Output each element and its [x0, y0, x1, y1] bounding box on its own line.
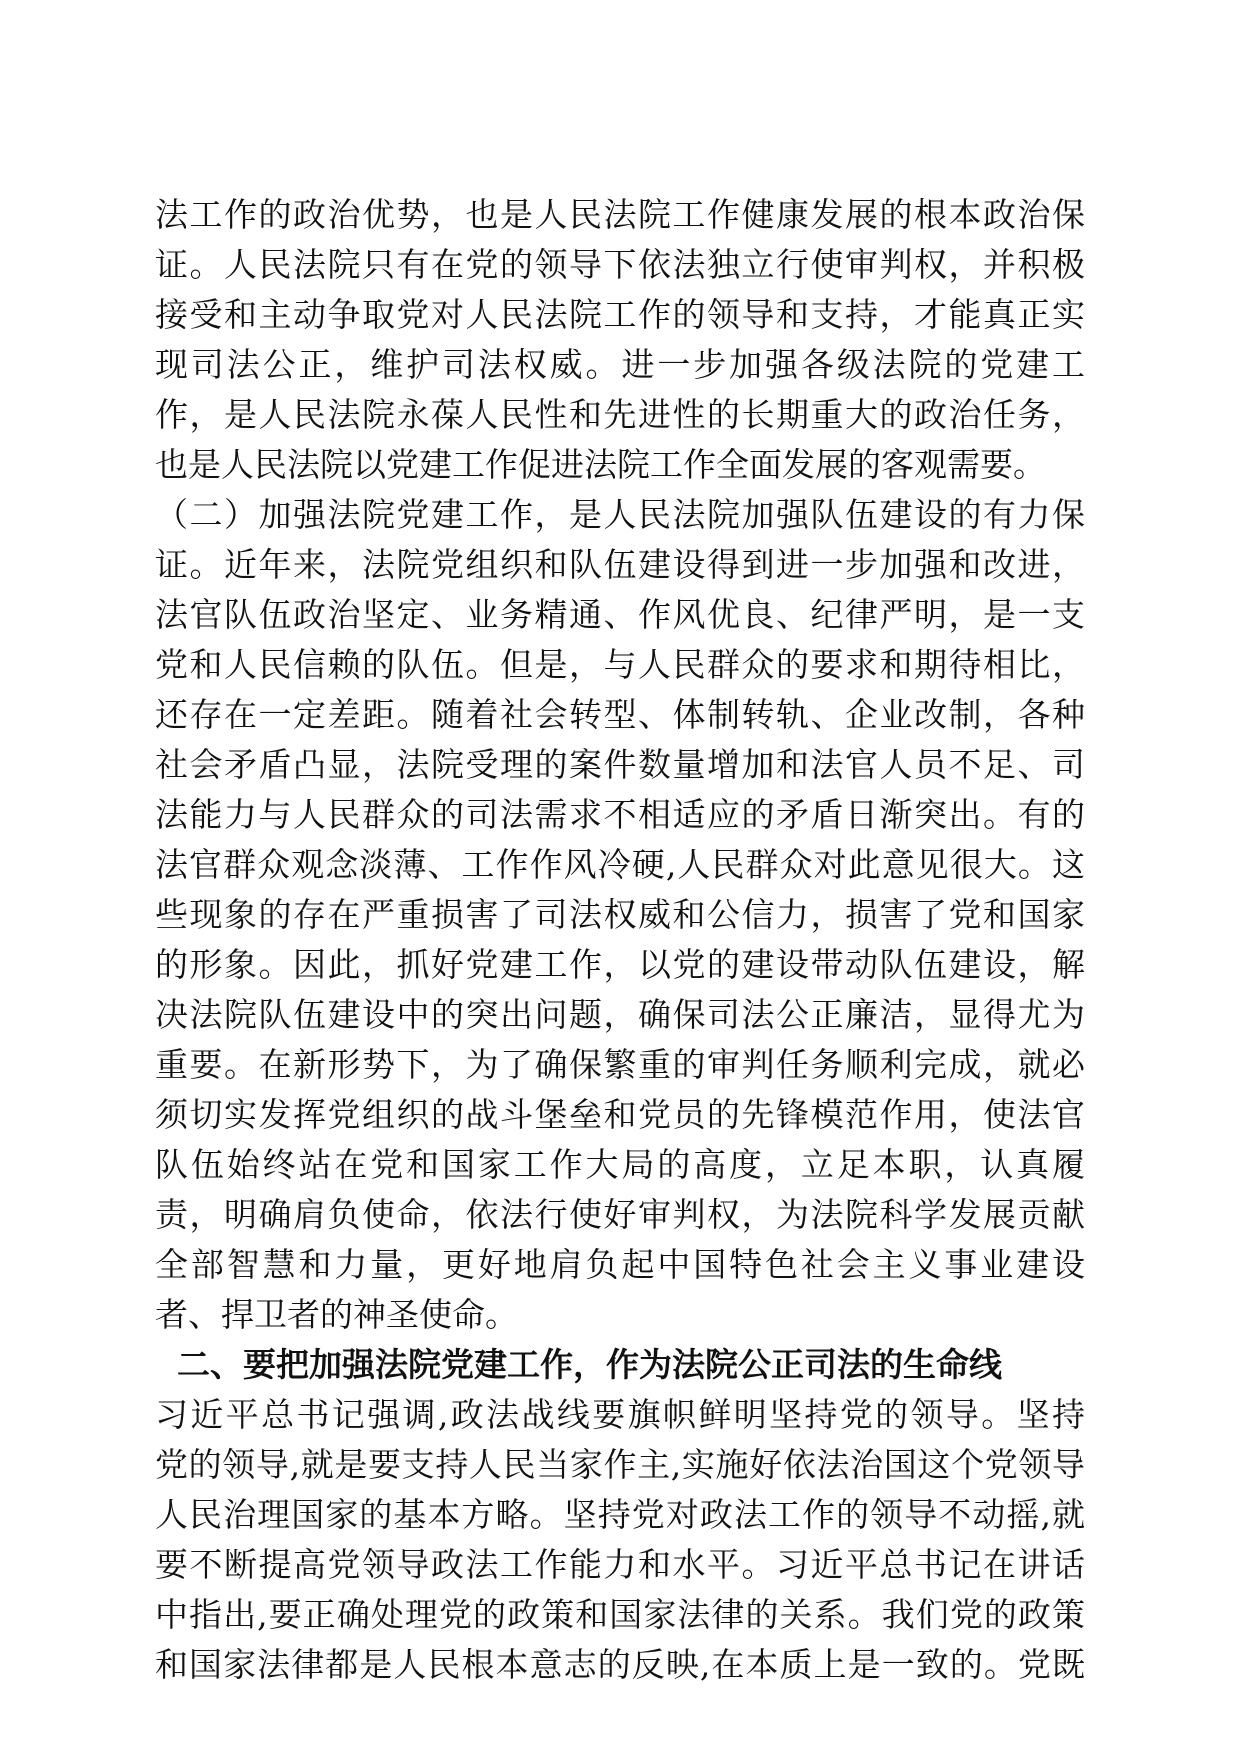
text-line: 还存在一定差距。随着社会转型、体制转轨、企业改制，各种 [155, 695, 1085, 734]
text-line: 党的领导,就是要支持人民当家作主,实施好依法治国这个党领导 [155, 1445, 1085, 1484]
text-line: 法官队伍政治坚定、业务精通、作风优良、纪律严明，是一支 [155, 595, 1085, 634]
text-line: 法工作的政治优势，也是人民法院工作健康发展的根本政治保 [155, 195, 1085, 234]
text-line: 的形象。因此，抓好党建工作，以党的建设带动队伍建设，解 [155, 945, 1085, 984]
text-line: 要不断提高党领导政法工作能力和水平。习近平总书记在讲话 [155, 1545, 1085, 1584]
text-line: 决法院队伍建设中的突出问题，确保司法公正廉洁，显得尤为 [155, 995, 1085, 1034]
text-line: 中指出,要正确处理党的政策和国家法律的关系。我们党的政策 [155, 1595, 1085, 1634]
text-line: 法能力与人民群众的司法需求不相适应的矛盾日渐突出。有的 [155, 795, 1085, 834]
text-line: 人民治理国家的基本方略。坚持党对政法工作的领导不动摇,就 [155, 1495, 1085, 1534]
text-line: 习近平总书记强调,政法战线要旗帜鲜明坚持党的领导。坚持 [155, 1395, 1085, 1434]
text-line: 证。人民法院只有在党的领导下依法独立行使审判权，并积极 [155, 245, 1085, 284]
text-line: 证。近年来，法院党组织和队伍建设得到进一步加强和改进， [155, 545, 1085, 584]
text-line: 和国家法律都是人民根本意志的反映,在本质上是一致的。党既 [155, 1645, 1085, 1684]
text-line: 重要。在新形势下，为了确保繁重的审判任务顺利完成，就必 [155, 1045, 1085, 1084]
text-line: 全部智慧和力量，更好地肩负起中国特色社会主义事业建设 [155, 1245, 1085, 1284]
text-line: 队伍始终站在党和国家工作大局的高度，立足本职，认真履 [155, 1145, 1085, 1184]
text-line: 须切实发挥党组织的战斗堡垒和党员的先锋模范作用，使法官 [155, 1095, 1085, 1134]
text-line: 责，明确肩负使命，依法行使好审判权，为法院科学发展贡献 [155, 1195, 1085, 1234]
text-line: 法官群众观念淡薄、工作作风冷硬,人民群众对此意见很大。这 [155, 845, 1085, 884]
paragraph-3 [155, 1390, 1085, 1690]
text-line: 也是人民法院以党建工作促进法院工作全面发展的客观需要。 [155, 445, 1046, 484]
text-line: （二）加强法院党建工作，是人民法院加强队伍建设的有力保 [155, 495, 1085, 534]
text-line: 接受和主动争取党对人民法院工作的领导和支持，才能真正实 [155, 295, 1085, 334]
document-body [155, 190, 1085, 1690]
text-line: 些现象的存在严重损害了司法权威和公信力，损害了党和国家 [155, 895, 1085, 934]
text-line: 社会矛盾凸显，法院受理的案件数量增加和法官人员不足、司 [155, 745, 1085, 784]
section-heading: 二、要把加强法院党建工作，作为法院公正司法的生命线 [177, 1345, 1002, 1384]
paragraph-1 [155, 190, 1085, 490]
text-line: 作，是人民法院永葆人民性和先进性的长期重大的政治任务， [155, 395, 1085, 434]
paragraph-2 [155, 490, 1085, 1340]
text-line: 者、捍卫者的神圣使命。 [155, 1295, 518, 1334]
text-line: 党和人民信赖的队伍。但是，与人民群众的要求和期待相比， [155, 645, 1085, 684]
text-line: 现司法公正，维护司法权威。进一步加强各级法院的党建工 [155, 345, 1085, 384]
